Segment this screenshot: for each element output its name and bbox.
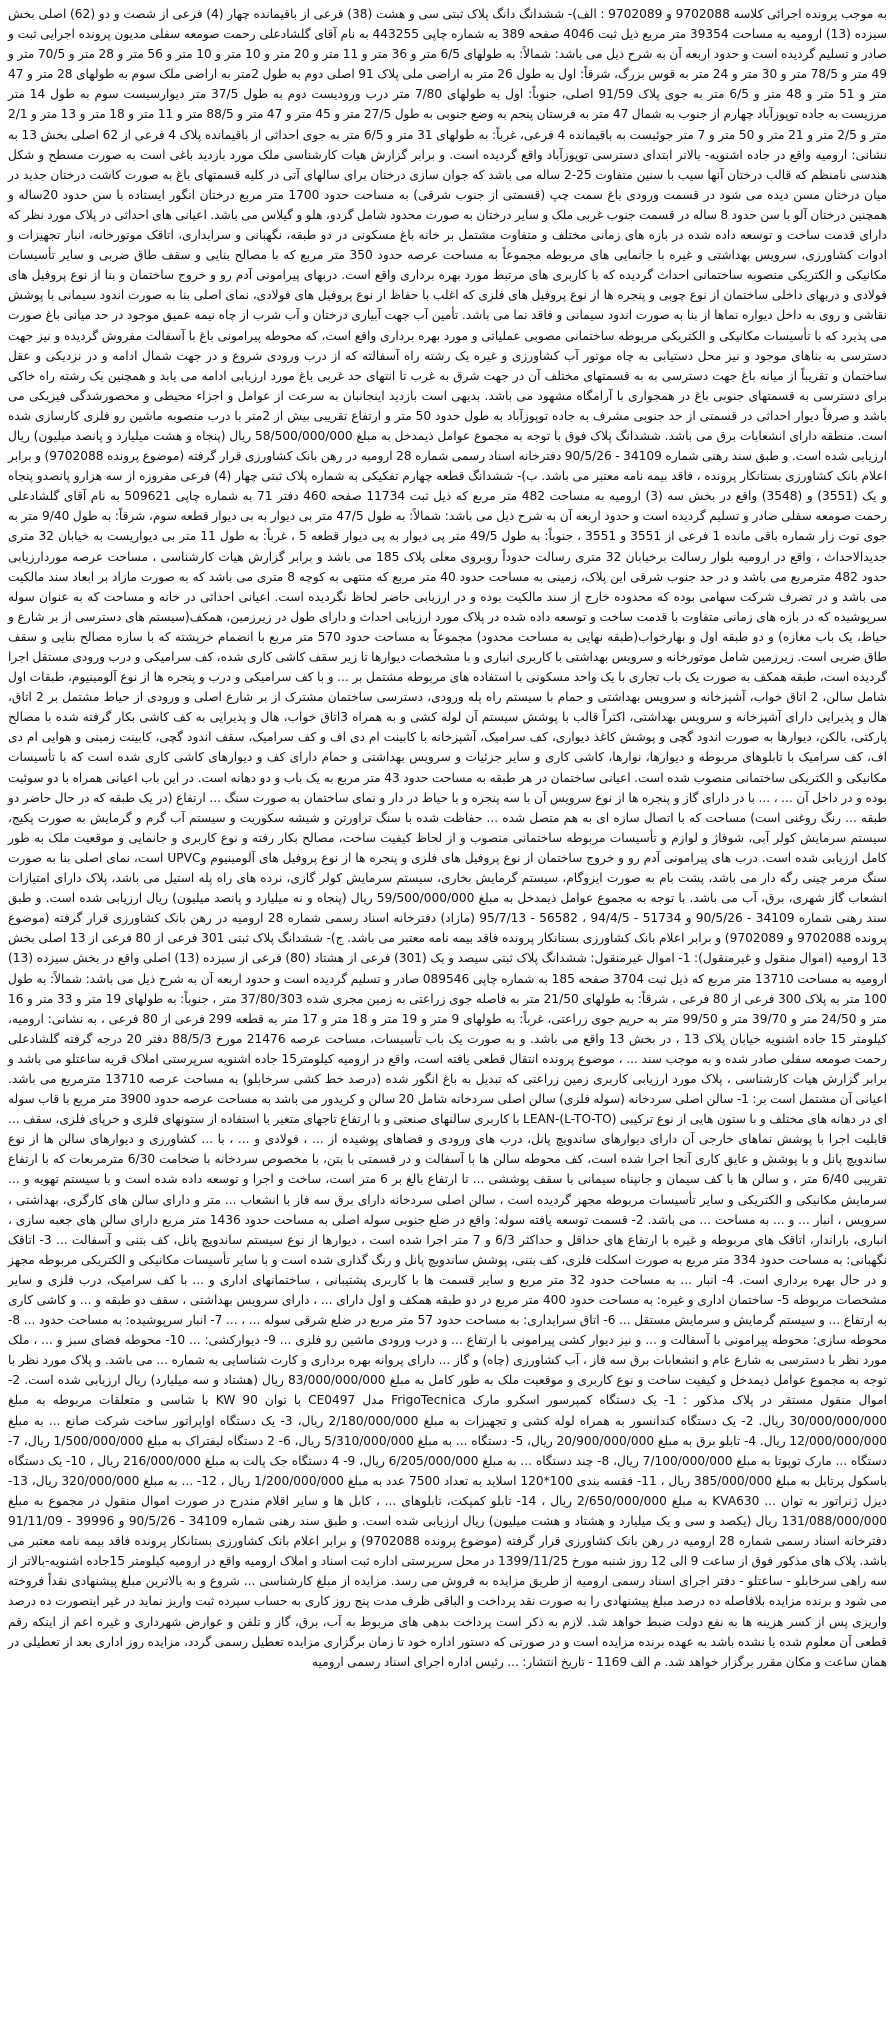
auction-notice-text: به موجب پرونده اجرائی کلاسه 9702088 و 9702089 : الف)- ششدانگ دانگ پلاک ثبتی سی و هشت (38) فرعی از باقیمانده چهار (4) فرعی از شصت و دو (62) اصلی بخش سیزده (13) ارومیه به مساحت 39354 متر مربع ذیل ثبت 4046 صفحه 389 به شماره چاپی 443255 به نام آقای گلشاد‌علی رحمت صومعه سفلی مدیون پرونده اجرایی ثبت و صادر و تسلیم گردیده است و حدود اربعه آن به شرح ذیل می باشد: شمالاً: به طولهای 6/5 متر و 36 متر و 11 متر و 20 متر و 10 متر و 10 متر و 56 متر و 28 متر و 70/5 متر و 49 متر و 78/5 متر و 30 متر و 24 متر به قوس بزرگ، شرقاً: اول به طول 26 متر به اراضی ملی پلاک 91 اصلی دوم به طول 2متر به اراضی ملک سوم به طولهای 28 متر و 47 متر و 51 متر و 48 متر و 6/5 متر به جوی پلاک 91/59 اصلی، جنوباً: اول به طولهای 7/80 متر درب ورودیست دوم به طول 37/5 متر دیوارسیست سوم به طول 14 متر مرزیست به جاده توپوزآباد چهارم از جنوب به شمال 47 متر به فرستان پنجم به وضع جنوبی به طول 27/5 متر و 45 متر و 47 متر و 88/5 متر و 11 متر و 18 متر و 13 متر و 2/1 متر و 2/5 متر و 21 متر و 50 متر و 7 متر جوئیست به باقیمانده 4 فرعی، غرباً: به طولهای 31 متر و 6/5 متر به جوی احداثی از باقیمانده پلاک 4 فرعی از 62 اصلی بخش 13 به نشانی: ارومیه واقع در جاده اشنویه- بالاتر ابتدای دسترسی توپوزآباد واقع گردیده است. و برابر گزارش هیات کارشناسی ملک مورد بازدید باغی است به صورت مسطح و شکل هندسی نامنظم که قالب درختان آنها سیب با سنین متفاوت 25-2 ساله می باشد که جوان سازی درختان برای سالهای آتی در کلیه قسمتهای باغ به صورت کاشت درختان جدید در میان درختان مسن دیده می شود در قسمت ورودی باغ سمت چپ (قسمتی از جنوب شرقی) به مساحت حدود 1700 متر مربع درختان انگور ایستاده با سن حدود 20ساله و همچنین درختان آلو با سن حدود 8 ساله در قسمت جنوب غربی ملک و سایر درختان به صورت محدود شامل گردو، هلو و گیلاس می باشد. اعیانی های احداثی در پلاک مورد نظر که دارای قدمت ساخت و توسعه داده شده در بازه های زمانی مختلف و متفاوت مشتمل بر خانه باغ مسکونی در دو طبقه، نگهبانی و سرایداری، اتاقک موتورخانه، انبار تجهیزات و ادوات کشاورزی، سرویس بهداشتی و غیره با جانمایی های مربوطه مجموعاً به مساحت عرصه حدود 350 متر مربع که با مصالح بنایی و سقف طاق ضربی و سایر تأسیسات مکانیکی و الکتریکی منصوبه ساختمانی احداث گردیده که با کاربری های مرتبط مورد بهره برداری واقع است. دربهای پیرامونی آدم رو و خروج ساختمان و بنا از نوع پروفیل های فولادی و دربهای داخلی ساختمان از نوع چوبی و پنجره ها از نوع پروفیل های فلزی که اغلب با حفاظ از نوع پروفیل های فولادی، نمای اصلی بنا به صورت اندود سیمانی با پوشش نقاشی و روی به داخل دیواره نماها از بنا به صورت اندود سیمانی و فاقد نما می باشد. تأمین آب جهت آبیاری درختان و آب شرب از چاه نیمه عمیق موجود در حد میانی باغ صورت می پذیرد که با تأسیسات مکانیکی و الکتریکی مربوطه ساختمانی مصوبی عملیاتی و مورد بهره برداری واقع است، که محوطه پیرامونی باغ با آسفالت مفروش گردیده و نیز جهت دسترسی به بناهای موجود و نیز محل دستیابی به چاه موتور آب کشاورزی و غیره یک رشته راه آسفالته که از درب ورودی شروع و در جهت شمال ادامه و در نزدیکی و عقل ساختمان و تقریباً از میانه باغ جهت دسترسی به به قسمتهای مختلف آن در جهت شرق به غرب تا انتهای حد غربی باغ مورد ارزیابی ادامه می یابد و همچنین یک رشته راه خاکی برای دسترسی به قسمتهای جنوبی باغ در همجواری با آرامگاه مشهود می باشد. بدیهی است بازدید اینجانبان به سرعت از عوامل و اجزاء محیطی و محصورشدگی فیزیکی می باشد و صرفاً دیوار احداثی در قسمتی از حد جنوبی مشرف به جاده توپوزآباد به طول حدود 50 متر و ارتفاع تقریبی بیش از 2متر با درب منصوبه ماشین رو فلزی کارسازی شده است. منطقه دارای انشعابات برق می باشد. ششدانگ پلاک فوق با توجه به مجموع عوامل ذیمدخل به مبلغ 58/500/000/000 ریال (پنجاه و هشت میلیارد و پانصد میلیون) ریال ارزیابی شده است. و طبق سند رهنی شماره 34109 - 90/5/26 دفترخانه اسناد رسمی شماره 28 ارومیه در رهن بانک کشاورزی قرار گرفته (موضوع پرونده 9702088) و برابر اعلام بانک کشاورزی بستانکار پرونده ، فاقد بیمه نامه معتبر می باشد. ب)- ششدانگ قطعه چهارم تفکیکی به شماره پلاک ثبتی چهار (4) فرعی مفروزه از سه هزارو پانصدو پنجاه و یک (3551) و (3548) واقع در بخش سه (3) ارومیه به مساحت 482 متر مربع که ذیل ثبت 11734 صفحه 460 دفتر 71 به شماره چاپی 509621 به نام آقای گلشاد‌علی رحمت صومعه سفلی صادر و تسلیم گردیده است و حدود اربعه آن به شرح ذیل می باشد: شمالاً: به طول 47/5 متر بی دیوار به بی دیوار قطعه سوم، شرقاً: به طول 9/40 متر به جوی توت زار شماره باقی مانده 1 فرعی از 3551 و 3551 ، جنوباً: به طول 49/5 متر پی دیوار به پی دیوار قطعه 5 ، غرباً: به طول 11 متر بی دیواریست به خیابان 32 متری جدیدالاحداث ، واقع در ارومیه بلوار رسالت برخیابان 32 متری رسالت حدوداً روبروی معلی پلاک 185 می باشد و برابر گزارش هیات کارشناسی ، مساحت عرصه موردارزیابی حدود 482 مترمربع می باشد و در حد جنوب شرقی این پلاک، زمینی به مساحت حدود 40 متر مربع که منتهی به کوچه 8 متری می باشد که به صورت مازاد بر ابعاد سند مالکیت می باشد و در تصرف شرکت سهامی بوده که محدوده خارج از سند مالکیت بوده و در ارزیابی حاضر لحاظ نگردیده است. اعیانی احداثی در خانه و مساحت که به عنوان سوله سرپوشیده که در بازه های زمانی متفاوت با قدمت ساخت و توسعه داده شده در پلاک مورد ارزیابی احداث و دارای طول در زیرزمین، همکف(سیستم های دسترسی از بر شارع و حیاط، یک باب مغازه) و دو طبقه اول و بهارخواب(طبقه نهایی به مساحت محدود) مجموعاً به مساحت حدود 570 متر مربع با انضمام خرپشته که با سازه مصالح بنایی و سقف طاق ضربی است. زیرزمین شامل موتورخانه و سرویس بهداشتی با کاربری انباری و با مشخصات دیوارها تا زیر سقف کاشی کاری شده، کف سرامیکی و درب ورودی مستقل اجرا گردیده است، طبقه همکف به صورت یک باب تجاری با یک واحد مسکونی با استفاده های مربوطه مشتمل بر ... و با کف سرامیکی و درب و پنجره ها از نوع آلومینیوم، طبقات اول شامل سالن، 2 اتاق خواب، آشپزخانه و سرویس بهداشتی و حمام با سیستم راه پله ورودی، دسترسی ساختمان مشترک از بر شارع اصلی و ورودی از حیاط مشتمل بر 2 اتاق، هال و پذیرایی دارای آشپزخانه و سرویس بهداشتی، اکثراً قالب با پوشش سیستم آن لوله کشی و به همراه 3اتاق خواب، هال و پذیرایی به کف کاشی بکار گرفته شده با مصالح پارکتی، بالکن، دیوارها به صورت اندود گچی و پوشش کاغذ دیواری، کف سرامیک، آشپزخانه با کابینت ام دی اف و کف سرامیک، سقف اندود گچی، کابینت زمینی و هوایی ام دی اف، کف سرامیک با تابلوهای مربوطه و دیوارها، نوارها، کاشی کاری و سایر جزئیات و سرویس بهداشتی و حمام دارای کف و دیوارهای کاشی کاری شده است که با تأسیسات مکانیکی و الکتریکی ساختمانی منصوب شده است. اعیانی ساختمان در هر طبقه به مساحت حدود 43 متر مربع به یک باب و دو دهانه است. در این باب اعیانی همراه با دو سوئیت بوده و در داخل آن ... ، ... با در دارای گاز و پنجره ها از نوع سرویس آن با سه پنجره و با حیاط در دار و نمای ساختمان به صورت سنگ ... ارتفاع (در یک طبقه که در حال حاضر دو طبقه ... رنگ روغنی است) مساحت که با اتصال سازه ای به هم متصل شده ... حفاظت شده با سنگ تراورتن و شیشه سکوریت و سیستم آب گرم و گرمایش به صورت پکیج، سیستم سرمایش کولر آبی، شوفاژ و لوازم و تأسیسات مربوطه ساختمانی منصوب و از لحاظ کیفیت ساخت، مصالح بکار رفته و نوع کاربری و جانمایی و موقعیت ملک به طور کامل ارزیابی شده است. درب های پیرامونی آدم رو و خروج ساختمان از نوع پروفیل های فلزی و پنجره ها از نوع پروفیل های آلومینیوم وUPVC است، نمای اصلی بنا به صورت سنگ مرمر چینی رگه دار می باشد، پشت بام به صورت ایزوگام، سیستم گرمایش بخاری، سیستم سرمایش کولر گازی، نرده های راه پله استیل می باشد، پلاک دارای امتیازات انشعاب گاز شهری، برق، آب می باشد. با توجه به مجموع عوامل ذیمدخل به مبلغ 59/500/000/000 ریال (پنجاه و نه میلیارد و پانصد میلیون) ریال ارزیابی شده است. و طبق سند رهنی شماره 34109 - 90/5/26 و 51734 - 94/4/5 ، 56582 - 95/7/13 (مازاد) دفترخانه اسناد رسمی شماره 28 ارومیه در رهن بانک کشاورزی قرار گرفته (موضوع پرونده 9702088 و 9702089) و برابر اعلام بانک کشاورزی بستانکار پرونده فاقد بیمه نامه معتبر می باشد. ج)- ششدانگ پلاک ثبتی 301 فرعی از 80 فرعی از 13 اصلی بخش 13 ارومیه (اموال منقول و غیرمنقول): 1- اموال غیرمنقول: ششدانگ پلاک ثبتی سیصد و یک (301) فرعی از هشتاد (80) فرعی از سیزده (13) اصلی واقع در بخش سیزده (13) ارومیه به مساحت 13710 متر مربع که ذیل ثبت 3704 صفحه 185 به شماره چاپی 089546 صادر و تسلیم گردیده است و حدود اربعه آن به شرح ذیل می باشد: شمالاً: به طول 100 متر به پلاک 300 فرعی از 80 فرعی ، شرقاً: به طولهای 21/50 متر به فاصله جوی زراعتی به زمین مجری شده 37/80/303 متر ، جنوباً: به طولهای 19 متر و 33 متر و 16 متر و 24/50 متر و 39/70 متر و 99/50 متر به حریم جوی زراعتی، غرباً: به طولهای 9 متر و 19 متر و 18 متر و 17 متر به قطعه 299 فرعی از 80 فرعی ، به نشانی: ارومیه، کیلومتر 15 جاده اشنویه خیابان پلاک 13 ، در بخش 13 واقع می باشد. و به صورت یک باب تأسیسات، مساحت عرصه 21476 مورخ 88/5/3 دفتر 20 درجه گرفته گلشاد‌علی رحمت صومعه سفلی صادر شده و به موجب سند ... ، موضوع پرونده انتقال قطعی یافته است، واقع در ارومیه کیلومتر15 جاده اشنویه سرپرستی املاک قریه ساعتلو می باشد و برابر گزارش هیات کارشناسی ، پلاک مورد ارزیابی کاربری زمین زراعتی که تبدیل به باغ انگور شده (درصد خط کشی سرخابلو) به مساحت عرصه 13710 مترمربع می باشد. اعیانی آن مشتمل است بر: 1- سالن اصلی سردخانه (سوله فلزی) سالن اصلی سردخانه شامل 20 سالن و کریدور می باشد به مساحت عرصه حدود 3900 متر مربع با قاب سوله ای در دهانه های مختلف و با ستون هایی از نوع ترکیبی (LEAN-(L-TO-TO با کاربری سالنهای صنعتی و با ارتفاع تاجهای متغیر با استفاده از ستونهای فلزی و خرپای فلزی، سقف ... قابلیت اجرا با پوشش نماهای خارجی آن دارای دیوارهای ساندویچ پانل، درب های ورودی و فضاهای پوشیده از ... ، فولادی و ... ، با ... کشاورزی و دیوارهای سالن ها از نوع ساندویچ پانل و با پوشش و عایق کاری آنجا اجرا شده است، کف محوطه سالن ها با آسفالت و در قسمتی با بتن، با مخصوص سردخانه با ضخامت 6/30 مترمربعات که با ارتفاع تقریبی 6/40 متر ، و سالن ها با کف سیمان و جانپناه سیمانی با سقف پوششی ... تا ارتفاع بالغ بر 6 متر است، ساخت و اجرا و توسعه داده شده است و با سیستم تهویه و ... سرمایش مکانیکی و الکتریکی و سایر تأسیسات مربوطه مجهز گردیده است ، سالن اصلی سردخانه دارای برق سه فاز با انشعاب ... متر و دارای سالن های کارگری، بهداشتی ، سرویس ، انبار ... و ... به مساحت ... می باشد. 2- قسمت توسعه یافته سوله: واقع در ضلع جنوبی سوله اصلی به مساحت حدود 1436 متر مربع دارای سالن های جعبه سازی ، انباری، باراندار، اتاقک های مربوطه و غیره با ارتفاع های حداقل و حداکثر 6/3 و 7 متر اجرا شده است ، دیوارها از نوع سیستم ساندویچ پانل، کف بتنی و آسفالت ... 3- اتاقک نگهبانی: به مساحت حدود 334 متر مربع به صورت اسکلت فلزی، کف بتنی، پوشش ساندویچ پانل و رنگ گذاری شده است و با سایر تأسیسات مکانیکی و الکتریکی مربوطه مجهز و در حال بهره برداری است. 4- انبار ... به مساحت حدود 32 متر مربع و سایر قسمت ها با کاربری پشتیبانی ، ساختمانهای اداری و ... با کف سرامیک، درب فلزی و سایر مشخصات مربوطه 5- ساختمان اداری و غیره: به مساحت حدود 400 متر مربع در دو طبقه همکف و اول دارای ... ، دارای سرویس بهداشتی ، سقف دو طبقه و ... و کاشی کاری به ارتفاع ... و سیستم گرمایش و سرمایش مستقل ... 6- اتاق سرایداری: به مساحت حدود 57 متر مربع در ضلع شرقی سوله ... ، ... 7- انبار سرپوشیده: به مساحت حدود ... 8- محوطه سازی: محوطه پیرامونی با آسفالت و ... و نیز دیوار کشی پیرامونی با ارتفاع ... و درب ورودی ماشین رو فلزی ... 9- دیوارکشی: ... 10- محوطه فضای سبز و ... ، ملک مورد نظر با دسترسی به شارع عام و انشعابات برق سه فاز ، آب کشاورزی (چاه) و گاز ... دارای پروانه بهره برداری و کارت شناسایی به شماره ... می باشد. و پلاک مورد نظر با توجه به مجموع عوامل ذیمدخل و کیفیت ساخت و نوع کاربری و موقعیت ملک به طور کامل به مبلغ 83/000/000/000 ریال (هشتاد و سه میلیارد) ریال ارزیابی شده است. 2- اموال منقول مستقر در پلاک مذکور : 1- یک دستگاه کمپرسور اسکرو مارک FrigoTecnica مدل CE0497 با توان 90 KW با شاسی و متعلقات مربوطه به مبلغ 30/000/000/000 ریال. 2- یک دستگاه کندانسور به همراه لوله کشی و تجهیزات به مبلغ 2/180/000/000 ریال، 3- یک دستگاه اواپراتور ساخت شرکت صانع ... به مبلغ 12/000/000/000 ریال. 4- تابلو برق به مبلغ 20/900/000/000 ریال، 5- دستگاه ... به مبلغ 5/310/000/000 ریال، 6- 2 دستگاه لیفتراک به مبلغ 1/500/000/000 ریال، 7- دستگاه ... مارک توپوتا به مبلغ 7/100/000/000 ریال، 8- چند دستگاه ... به مبلغ 6/205/000/000 ریال، 9- 4 دستگاه جک پالت به مبلغ 216/000/000 ریال ، 10- یک دستگاه باسکول پرتابل به مبلغ 385/000/000 ریال ، 11- فقسه بندی 100*120 اسلاید به تعداد 7500 عدد به مبلغ 1/200/000/000 ریال ، 12- ... به مبلغ 320/000/000 ریال، 13- دیزل ژنراتور به توان ... KVA630 به مبلغ 2/650/000/000 ریال ، 14- تابلو کمپکت، تابلوهای ... ، کابل ها و سایر اقلام مندرج در صورت اموال منقول در مجموع به مبلغ 131/088/000/000 ریال (یکصد و سی و یک میلیارد و هشتاد و هشت میلیون) ریال ارزیابی شده است. و طبق سند رهنی شماره 34109 - 90/5/26 و 39996 - 91/11/09 دفترخانه اسناد رسمی شماره 28 ارومیه در رهن بانک کشاورزی قرار گرفته (موضوع پرونده 9702088) و برابر اعلام بانک کشاورزی بستانکار پرونده فاقد بیمه نامه معتبر می باشد. پلاک های مذکور فوق از ساعت 9 الی 12 روز شنبه مورخ 1399/11/25 در محل سرپرستی اداره ثبت اسناد و املاک ارومیه واقع در ارومیه کیلومتر 15جاده اشنویه-بالاتر از سه راهی سرخابلو - ساعتلو - دفتر اجرای اسناد رسمی ارومیه از طریق مزایده به فروش می رسد. مزایده از مبلغ کارشناسی ... شروع و به بالاترین مبلغ پیشنهادی نقداً فروخته می شود و برنده مزایده بلافاصله ده درصد مبلغ پیشنهادی را به صورت نقد پرداخت و الباقی ظرف مدت پنج روز کاری به حساب سپرده ثبت واریز نماید در غیر اینصورت ده درصد واریزی پس از کسر هزینه ها به نفع دولت ضبط خواهد شد. لازم به ذکر است پرداخت بدهی های مربوط به آب، برق، گاز و تلفن و عوارض شهرداری و غیره اعم از اینکه رقم قطعی آن معلوم شده یا نشده باشد به عهده برنده مزایده است و در صورتی که دستور اداره خود تا زمان برگزاری مزایده تعطیل رسمی گردد، مزایده روز اداری بعد از تعطیلی در همان ساعت و مکان مقرر برگزار خواهد شد. م الف 1169 - تاریخ انتشار: ... رئیس اداره اجرای اسناد رسمی ارومیه — [8, 7, 888, 1669]
